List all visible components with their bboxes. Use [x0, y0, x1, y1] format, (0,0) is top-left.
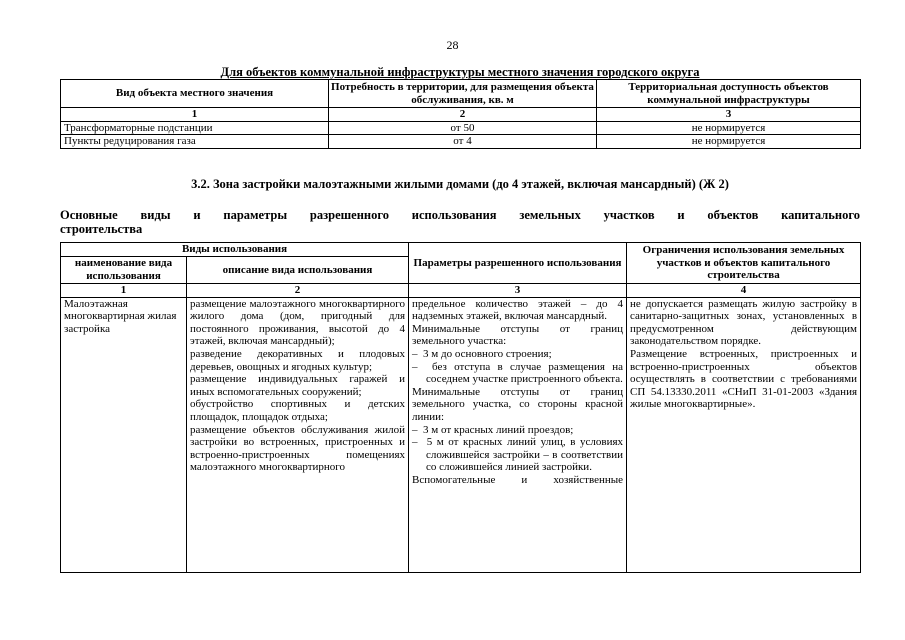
header-use-name: наименование вида использования: [61, 257, 187, 284]
header-use-desc: описание вида использования: [187, 257, 409, 284]
table-header-row: [61, 80, 861, 108]
header-accessibility: Территориальная доступность объектов коммунальной инфраструктуры: [597, 80, 861, 108]
table-utility-objects: [60, 79, 861, 149]
header-params: Параметры разрешенного использования: [409, 243, 627, 284]
desc-item: размещение объектов обслуживания жилой застройки во встроенных, пристроенных и встроенно-пристроенных помещениях малоэтажного многоквартирного: [190, 423, 406, 474]
cell-area-need: от 50: [329, 121, 597, 135]
col-number: 1: [61, 284, 187, 298]
col-number: 2: [329, 108, 597, 122]
table-header-row: [61, 243, 861, 257]
cell-use-name: Малоэтажная многоквартирная жилая застройка: [61, 297, 187, 572]
cell-accessibility: не нормируется: [597, 135, 861, 149]
params-list-item: – 3 м от красных линий проездов;: [412, 423, 574, 436]
col-number: 2: [187, 284, 409, 298]
cell-limits: [627, 297, 861, 572]
col-number: 1: [61, 108, 329, 122]
table-number-row: [61, 108, 861, 122]
table-number-row: [61, 284, 861, 298]
desc-item: размещение индивидуальных гаражей и иных вспомогательных сооружений;: [190, 373, 406, 398]
params-list-item: – 3 м до основного строения;: [412, 347, 552, 360]
col-number: 4: [627, 284, 861, 298]
table-row: [61, 135, 861, 149]
col-number: 3: [597, 108, 861, 122]
params-setback-heading: Минимальные отступы от границ земельного участка, со стороны красной линии:: [412, 385, 624, 423]
header-uses: Виды использования: [61, 243, 409, 257]
cell-use-desc: [187, 297, 409, 572]
params-setback-heading: Минимальные отступы от границ земельного участка:: [412, 322, 624, 348]
params-tail: Вспомогательные и хозяйственные: [412, 473, 624, 486]
limits-paragraph: не допускается размещать жилую застройку в санитарно-защитных зонах, установленных в предусмотренном действующим законодательством порядке.: [630, 297, 858, 348]
col-number: 3: [409, 284, 627, 298]
header-area-need: Потребность в территории, для размещения объекта обслуживания, кв. м: [329, 80, 597, 108]
header-object-type: Вид объекта местного значения: [61, 80, 329, 108]
limits-paragraph: Размещение встроенных, пристроенных и встроенно-пристроенных объектов осуществлять в соответствии с требованиями СП 54.13330.2011 «СНиП 31-01-2003 «Здания жилые многоквартирные».: [630, 347, 858, 411]
subtitle-line1: Основные виды и параметры разрешенного использования земельных участков и объектов капитального: [60, 208, 860, 222]
table-row: [61, 297, 861, 572]
table1-title: Для объектов коммунальной инфраструктуры местного значения городского округа: [220, 65, 700, 79]
header-limits: Ограничения использования земельных участков и объектов капитального строительства: [627, 243, 861, 284]
desc-item: обустройство спортивных и детских площадок, площадок отдыха;: [190, 398, 406, 423]
cell-accessibility: не нормируется: [597, 121, 861, 135]
table-row: [61, 121, 861, 135]
page-number: 28: [446, 38, 459, 52]
cell-params: [409, 297, 627, 572]
params-list-item: – 5 м от красных линий улиц, в условиях сложившейся застройки – в соответствии со сложившейся линией застройки.: [412, 436, 624, 474]
cell-object-type: Трансформаторные подстанции: [61, 121, 329, 135]
desc-item: разведение декоративных и плодовых деревьев, овощных и ягодных культур;: [190, 347, 406, 373]
section-title: 3.2. Зона застройки малоэтажными жилыми домами (до 4 этажей, включая мансардный) (Ж 2): [191, 177, 729, 191]
params-intro: предельное количество этажей – до 4 надземных этажей, включая мансардный.: [412, 297, 624, 323]
desc-item: размещение малоэтажного многоквартирного жилого дома (дом, пригодный для постоянного проживания, высотой до 4 этажей, включая мансардный);: [190, 297, 406, 348]
params-list-item: – без отступа в случае размещения на соседнем участке пристроенного объекта.: [412, 360, 624, 386]
subtitle-line2: строительства: [60, 222, 143, 236]
cell-object-type: Пункты редуцирования газа: [61, 135, 329, 149]
table-land-use: [60, 242, 861, 573]
cell-area-need: от 4: [329, 135, 597, 149]
